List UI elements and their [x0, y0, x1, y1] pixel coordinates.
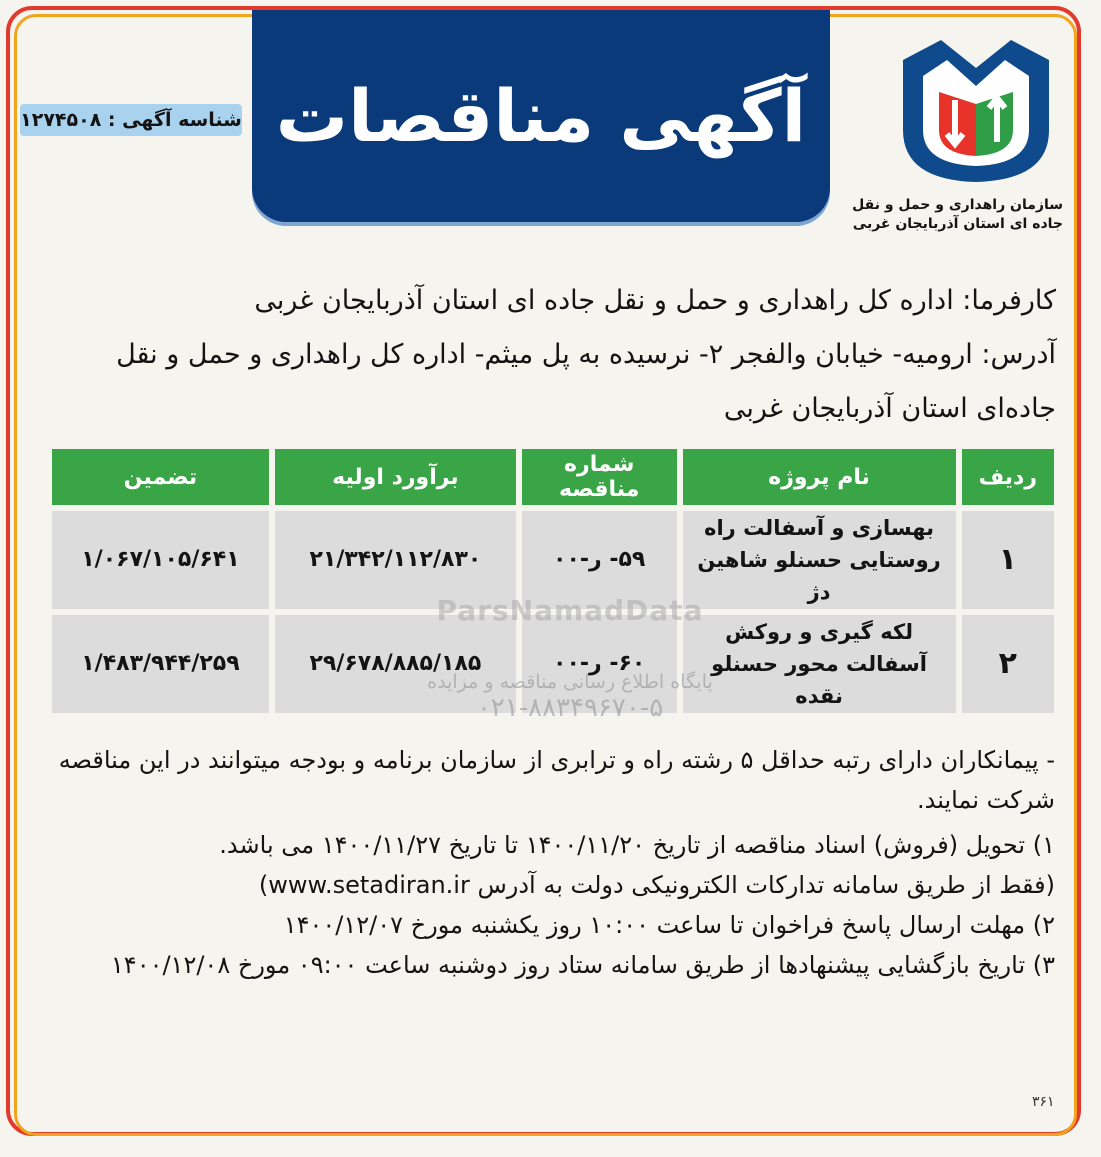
organization-name-line2: جاده ای استان آذربایجان غربی: [852, 216, 1063, 232]
organization-name-line1: سازمان راهداری و حمل و نقل: [852, 197, 1063, 213]
tender-number: ۵۹- ر-۰۰: [522, 511, 677, 609]
table-row: [52, 615, 1054, 713]
organization-name: [853, 196, 1063, 234]
guarantee-amount: ۱/۰۶۷/۱۰۵/۶۴۱: [52, 511, 269, 609]
ad-id-badge: شناسه آگهی : ۱۲۷۴۵۰۸: [20, 104, 242, 136]
header-guarantee: تضمین: [52, 449, 269, 505]
watermark-phone: ۰۲۱-۸۸۳۴۹۶۷۰-۵: [476, 693, 664, 723]
condition-item-3: ۳) تاریخ بازگشایی پیشنهادها از طریق سامانه ستاد روز دوشنبه ساعت ۰۹:۰۰ مورخ ۱۴۰۰/۱۲/۰۸: [110, 951, 1055, 979]
initial-estimate: ۲۱/۳۴۲/۱۱۲/۸۳۰: [275, 511, 516, 609]
page-number: ۳۶۱: [1032, 1094, 1055, 1110]
employer-info: [46, 274, 1056, 436]
table-row: [52, 511, 1054, 609]
eligibility-text: - پیمانکاران دارای رتبه حداقل ۵ رشته راه و ترابری از سازمان برنامه و بودجه میتوانند در این مناقصه شرکت نمایند.: [58, 746, 1055, 814]
condition-item-1: ۱) تحویل (فروش) اسناد مناقصه از تاریخ ۱۴۰۰/۱۱/۲۰ تا تاریخ ۱۴۰۰/۱۱/۲۷ می باشد.: [219, 831, 1055, 859]
header-project-name: نام پروژه: [683, 449, 956, 505]
tender-number: ۶۰- ر-۰۰: [522, 615, 677, 713]
row-number: ۱: [962, 511, 1054, 609]
header-row-number: ردیف: [962, 449, 1054, 505]
header-tender-number: شماره مناقصه: [522, 449, 677, 505]
table-header-row: [52, 449, 1054, 505]
tenders-table: [46, 443, 1060, 719]
employer-line: کارفرما: اداره کل راهداری و حمل و نقل جاده ای استان آذربایجان غربی: [254, 285, 1056, 316]
guarantee-amount: ۱/۴۸۳/۹۴۴/۲۵۹: [52, 615, 269, 713]
watermark-tagline: پایگاه اطلاع رسانی مناقصه و مزایده: [427, 671, 713, 693]
address-line: آدرس: ارومیه- خیابان والفجر ۲- نرسیده به پل میثم- اداره کل راهداری و حمل و نقل جاده‌ای استان آذربایجان غربی: [116, 339, 1056, 424]
conditions: [45, 740, 1055, 984]
header-initial-estimate: برآورد اولیه: [275, 449, 516, 505]
initial-estimate: ۲۹/۶۷۸/۸۸۵/۱۸۵: [275, 615, 516, 713]
title-banner: [252, 10, 830, 222]
condition-item-1-note: (فقط از طریق سامانه تدارکات الکترونیکی دولت به آدرس www.setadiran.ir): [258, 871, 1055, 899]
organization-logo-icon: [891, 30, 1061, 190]
project-name: لکه گیری و روکش آسفالت محور حسنلو نقده: [683, 615, 956, 713]
watermark-brand: ParsNamadData: [436, 594, 704, 627]
page-title: آگهی مناقصات: [275, 74, 807, 158]
condition-item-2: ۲) مهلت ارسال پاسخ فراخوان تا ساعت ۱۰:۰۰ روز یکشنبه مورخ ۱۴۰۰/۱۲/۰۷: [283, 911, 1055, 939]
project-name: بهسازی و آسفالت راه روستایی حسنلو شاهین دژ: [683, 511, 956, 609]
row-number: ۲: [962, 615, 1054, 713]
